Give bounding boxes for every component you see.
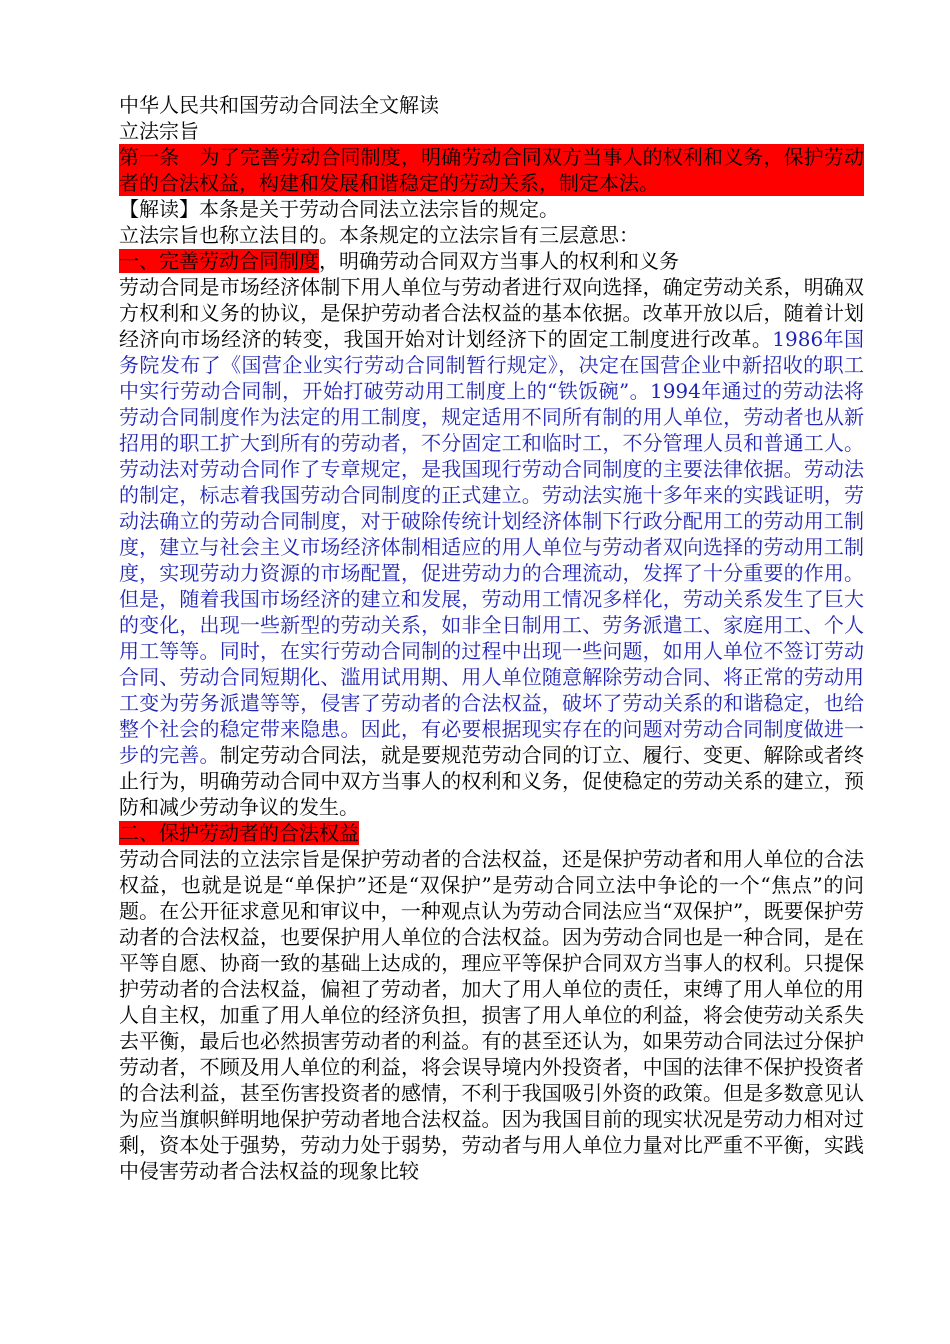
point-2-heading [119,820,864,846]
paragraph-1-part-b: 1986年国务院发布了《国营企业实行劳动合同制暂行规定》，决定在国营企业中新招收的职工中实行劳动合同制，开始打破劳动用工制度上的“铁饭碗”。1994年通过的劳动法将劳动合同制度作为法定的用工制度，规定适用不同所有制的用人单位，劳动者也从新招用的职工扩大到所有的劳动者，不分固定工和临时工，不分管理人员和普通工人。劳动法对劳动合同作了专章规定，是我国现行劳动合同制度的主要法律依据。劳动法的制定，标志着我国劳动合同制度的正式建立。劳动法实施十多年来的实践证明，劳动法确立的劳动合同制度，对于破除传统计划经济体制下行政分配用工的劳动用工制度，建立与社会主义市场经济体制相适应的用人单位与劳动者双向选择的劳动用工制度，实现劳动力资源的市场配置，促进劳动力的合理流动，发挥了十分重要的作用。但是，随着我国市场经济的建立和发展，劳动用工情况多样化，劳动关系发生了巨大的变化，出现一些新型的劳动关系，如非全日制用工、劳务派遣工、家庭用工、个人用工等等。同时，在实行劳动合同制的过程中出现一些问题，如用人单位不签订劳动合同、劳动合同短期化、滥用试用期、用人单位随意解除劳动合同、将正常的劳动用工变为劳务派遣等等，侵害了劳动者的合法权益，破坏了劳动关系的和谐稳定，也给整个社会的稳定带来隐患。因此，有必要根据现实存在的问题对劳动合同制度做进一步的完善。 [119,327,864,767]
document-title: 中华人民共和国劳动合同法全文解读 [119,93,439,117]
purpose-intro: 立法宗旨也称立法目的。本条规定的立法宗旨有三层意思： [119,223,639,247]
paragraph-1-part-c: 制定劳动合同法，就是要规范劳动合同的订立、履行、变更、解除或者终止行为，明确劳动合同中双方当事人的权利和义务，促使稳定的劳动关系的建立，预防和减少劳动争议的发生。 [119,743,865,819]
paragraph-1 [119,274,864,820]
point-1-rest: ，明确劳动合同双方当事人的权利和义务 [319,249,679,273]
article-1-text: 第一条 为了完善劳动合同制度，明确劳动合同双方当事人的权利和义务，保护劳动者的合法权益，构建和发展和谐稳定的劳动关系，制定本法。 [119,145,864,195]
point-2-label: 二、保护劳动者的合法权益 [119,821,359,845]
point-1-label: 一、完善劳动合同制度 [119,249,319,273]
interpretation-intro: 【解读】本条是关于劳动合同法立法宗旨的规定。 [119,197,559,221]
section-heading: 立法宗旨 [119,119,199,143]
point-1-heading [119,248,864,274]
document-page [119,92,864,1184]
paragraph-1-part-a: 劳动合同是市场经济体制下用人单位与劳动者进行双向选择，确定劳动关系，明确双方权利和义务的协议，是保护劳动者合法权益的基本依据。改革开放以后，随着计划经济向市场经济的转变，我国开始对计划经济下的固定工制度进行改革。 [119,275,864,351]
paragraph-2: 劳动合同法的立法宗旨是保护劳动者的合法权益，还是保护劳动者和用人单位的合法权益，也就是说是“单保护”还是“双保护”是劳动合同立法中争论的一个“焦点”的问题。在公开征求意见和审议中，一种观点认为劳动合同法应当“双保护”，既要保护劳动者的合法权益，也要保护用人单位的合法权益。因为劳动合同也是一种合同，是在平等自愿、协商一致的基础上达成的，理应平等保护合同双方当事人的权利。只提保护劳动者的合法权益，偏袒了劳动者，加大了用人单位的责任，束缚了用人单位的用人自主权，加重了用人单位的经济负担，损害了用人单位的利益，将会使劳动关系失去平衡，最后也必然损害劳动者的利益。有的甚至还认为，如果劳动合同法过分保护劳动者，不顾及用人单位的利益，将会误导境内外投资者，中国的法律不保护投资者的合法利益，甚至伤害投资者的感情，不利于我国吸引外资的政策。但是多数意见认为应当旗帜鲜明地保护劳动者地合法权益。因为我国目前的现实状况是劳动力相对过剩，资本处于强势，劳动力处于弱势，劳动者与用人单位力量对比严重不平衡，实践中侵害劳动者合法权益的现象比较 [119,847,864,1183]
